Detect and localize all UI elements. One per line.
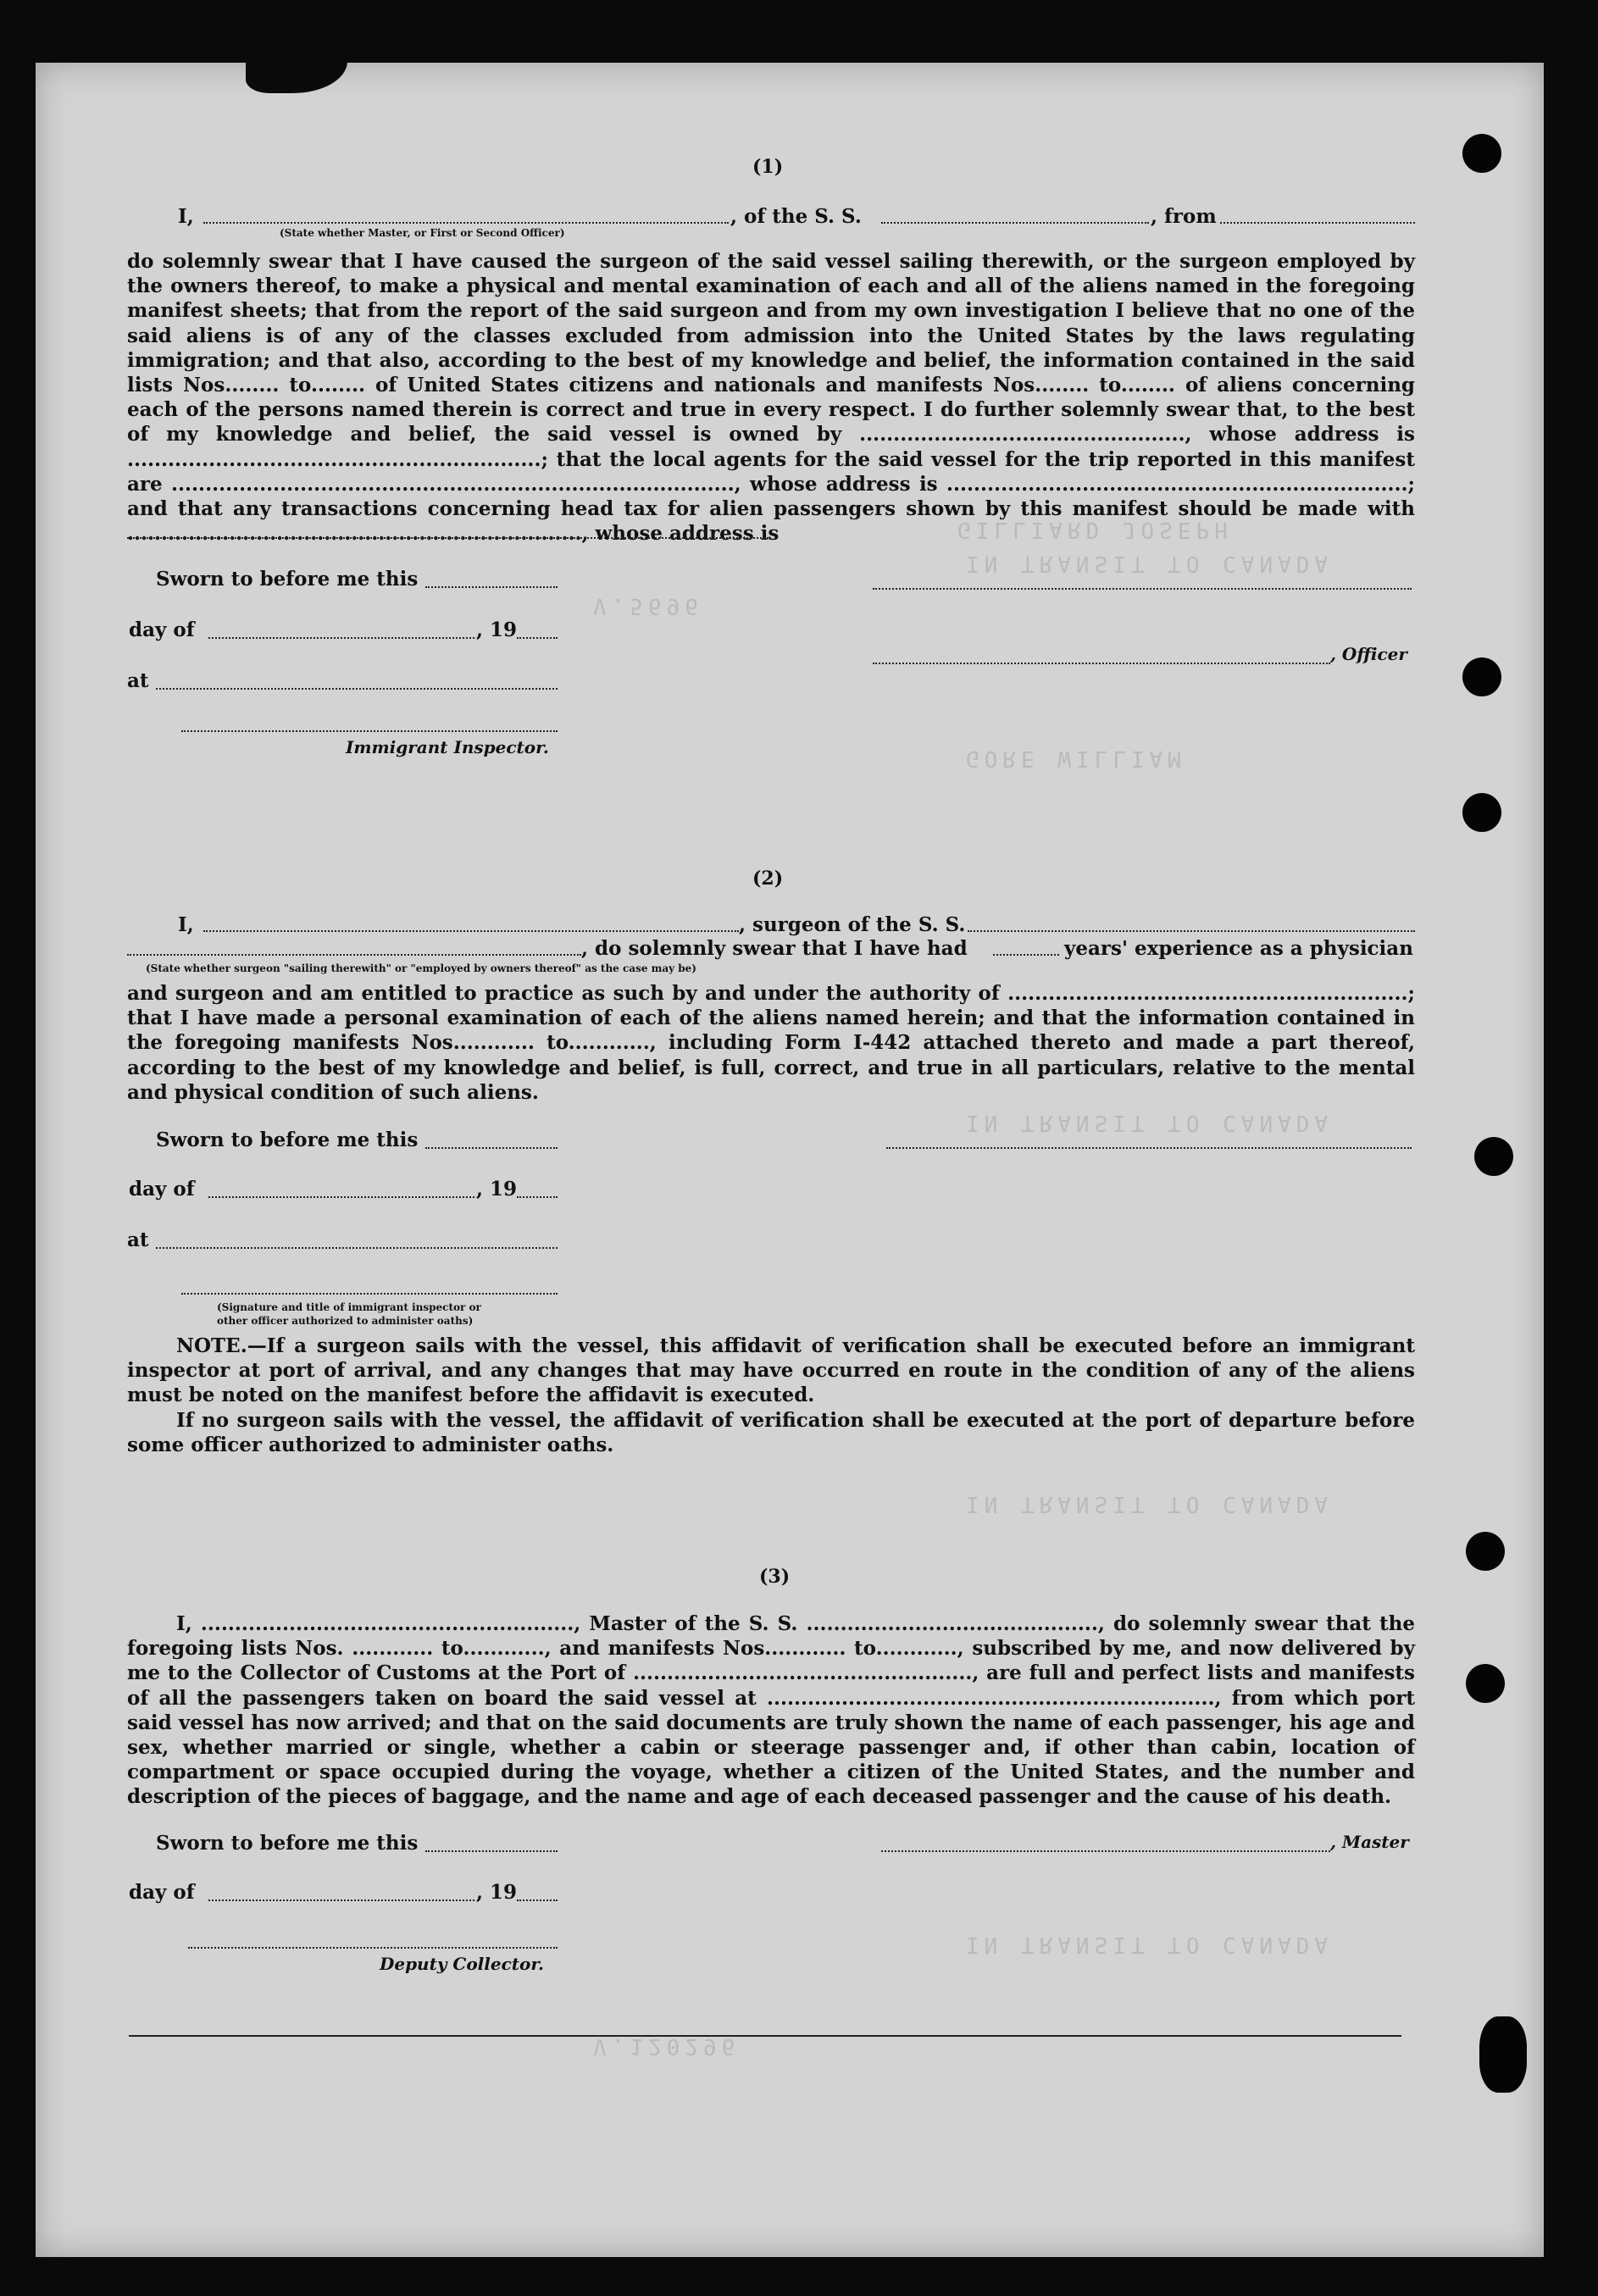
section-number: (1) [752,156,784,178]
address-continuation-field[interactable] [127,537,771,539]
bleed-through: IN TRANSIT TO CANADA [966,1110,1334,1135]
bleed-through: IN TRANSIT TO CANADA [966,1932,1334,1957]
bleed-through: GORE WILLIAM [966,746,1186,771]
oath-lead-I: I, [178,205,194,228]
year-field[interactable] [517,1899,558,1901]
years-experience-label: years' experience as a physician [1064,937,1413,960]
signature-caption-1: (Signature and title of immigrant inspector or [217,1301,481,1313]
officer-caption: (State whether Master, or First or Second Officer) [280,227,565,239]
swear-had-label: , do solemnly swear that I have had [581,937,968,960]
surgeon-signature-line[interactable] [886,1147,1412,1149]
collector-caption: Deputy Collector. [380,1954,545,1974]
at-label: at [127,669,149,692]
bleed-through: V.120296 [593,2033,741,2059]
bleed-through: IN TRANSIT TO CANADA [966,1491,1334,1517]
of-ss-label: , of the S. S. [730,205,862,228]
year-field[interactable] [517,637,558,639]
binder-hole [1466,1532,1505,1571]
day-of-label: day of [129,618,195,641]
section1-body: do solemnly swear that I have caused the surgeon of the said vessel sailing therewith, or the surgeon employed by the owners thereof, to make a physical and mental examination of each and all of the aliens named in the foregoing manifest sheets; that from the report of the said surgeon and from my own investigation I believe that no one of the said aliens is of any of the classes excluded from admission into the United States by the laws regulating immigration; and that also, according to the best of my knowledge and belief, the information contained in the said lists Nos........ to........ of United States citizens and nationals and manifests Nos........ to........ of aliens concerning each of the persons named therein is correct and true in every respect. I do further solemnly swear that, to the best of my knowledge and belief, the said vessel is owned by ................................................, whose address is .............................................................; that the local agents for the said vessel for the trip reported in this manifest are ..................................................................................., whose address is ....................................................................; and that any transactions concerning head tax for alien passengers shown by this manifest should be made with ..................................................................., whose address is [127,250,1415,546]
sworn-label: Sworn to before me this [156,1129,419,1151]
binder-hole [1462,793,1501,832]
examiner-signature-line[interactable] [181,1293,558,1295]
section-number: (3) [759,1566,791,1588]
master-caption: , Master [1330,1832,1409,1852]
sworn-date-field[interactable] [425,1147,558,1149]
day-of-label: day of [129,1178,195,1201]
surgeon-ship-field[interactable] [968,930,1415,932]
sworn-label: Sworn to before me this [156,568,419,591]
officer-signature-line-2[interactable] [873,663,1330,664]
month-field[interactable] [208,637,474,639]
oath-lead-I: I, [178,913,194,936]
day-of-label: day of [129,1881,195,1904]
officer-caption: , Officer [1330,644,1407,664]
place-field[interactable] [156,1247,558,1249]
bottom-rule [129,2035,1401,2037]
bleed-through: GILLIARD JOSEPH [957,517,1233,542]
sworn-date-field[interactable] [425,1850,558,1852]
years-field[interactable] [993,954,1059,956]
inspector-signature-line[interactable] [181,730,558,732]
section-number: (2) [752,868,784,890]
year-field[interactable] [517,1196,558,1198]
year-label: , 19 [476,1178,518,1201]
binder-hole [1474,1137,1513,1176]
note-2: If no surgeon sails with the vessel, the affidavit of verification shall be executed at the port of departure before some officer authorized to administer oaths. [127,1409,1415,1457]
section2-body: and surgeon and am entitled to practice as such by and under the authority of ...........................................................; that I have made a personal examination of each of the aliens named herein; and that the information contained in the foregoing manifests Nos............ to............, including Form I-442 attached thereto and made a part thereof, according to the best of my knowledge and belief, is full, correct, and true in all particulars, relative to the mental and physical condition of such aliens. [127,982,1415,1104]
binder-hole [1466,1664,1505,1703]
bleed-through: IN TRANSIT TO CANADA [966,551,1334,576]
officer-signature-line-1[interactable] [873,588,1412,590]
binder-hole [1479,2016,1527,2093]
ship-name-field[interactable] [881,222,1149,224]
bleed-through: V.5696 [593,593,703,618]
binder-hole [1462,134,1501,173]
sworn-date-field[interactable] [425,586,558,588]
from-port-field[interactable] [1220,222,1415,224]
inspector-caption: Immigrant Inspector. [346,737,549,757]
surgeon-caption: (State whether surgeon "sailing therewith" or "employed by owners thereof" as the case may be) [146,962,696,974]
collector-signature-line[interactable] [188,1947,558,1949]
at-label: at [127,1228,149,1251]
officer-name-field[interactable] [203,222,729,224]
month-field[interactable] [208,1899,474,1901]
sworn-label: Sworn to before me this [156,1832,419,1855]
surgeon-of-ss-label: , surgeon of the S. S. [739,913,966,936]
note-1: NOTE.—If a surgeon sails with the vessel, this affidavit of verification shall be executed before an immigrant inspector at port of arrival, and any changes that may have occurred en route in the condition of any of the aliens must be noted on the manifest before the affidavit is executed. [127,1334,1415,1407]
place-field[interactable] [156,688,558,690]
surgeon-status-field[interactable] [127,954,581,956]
binder-hole [1462,657,1501,696]
signature-caption-2: other officer authorized to administer oaths) [217,1315,474,1327]
year-label: , 19 [476,1881,518,1904]
master-signature-line[interactable] [881,1850,1330,1852]
surgeon-name-field[interactable] [203,930,739,932]
year-label: , 19 [476,618,518,641]
month-field[interactable] [208,1196,474,1198]
from-label: , from [1151,205,1217,228]
section3-body: I, ......................................................., Master of the S. S. ..........................................., do solemnly swear that the foregoing lists Nos. ............ to............, and manifests Nos............ to............, subscribed by me, and now delivered by me to the Collector of Customs at the Port of .................................................., are full and perfect lists and manifests of all the passengers taken on board the said vessel at .................................................................., from which port said vessel has now arrived; and that on the said documents are truly shown the name of each passenger, his age and sex, whether married or single, whether a cabin or steerage passenger and, if other than cabin, location of compartment or space occupied during the voyage, whether a citizen of the United States, and the number and description of the pieces of baggage, and the name and age of each deceased passenger and the cause of his death. [127,1612,1415,1809]
